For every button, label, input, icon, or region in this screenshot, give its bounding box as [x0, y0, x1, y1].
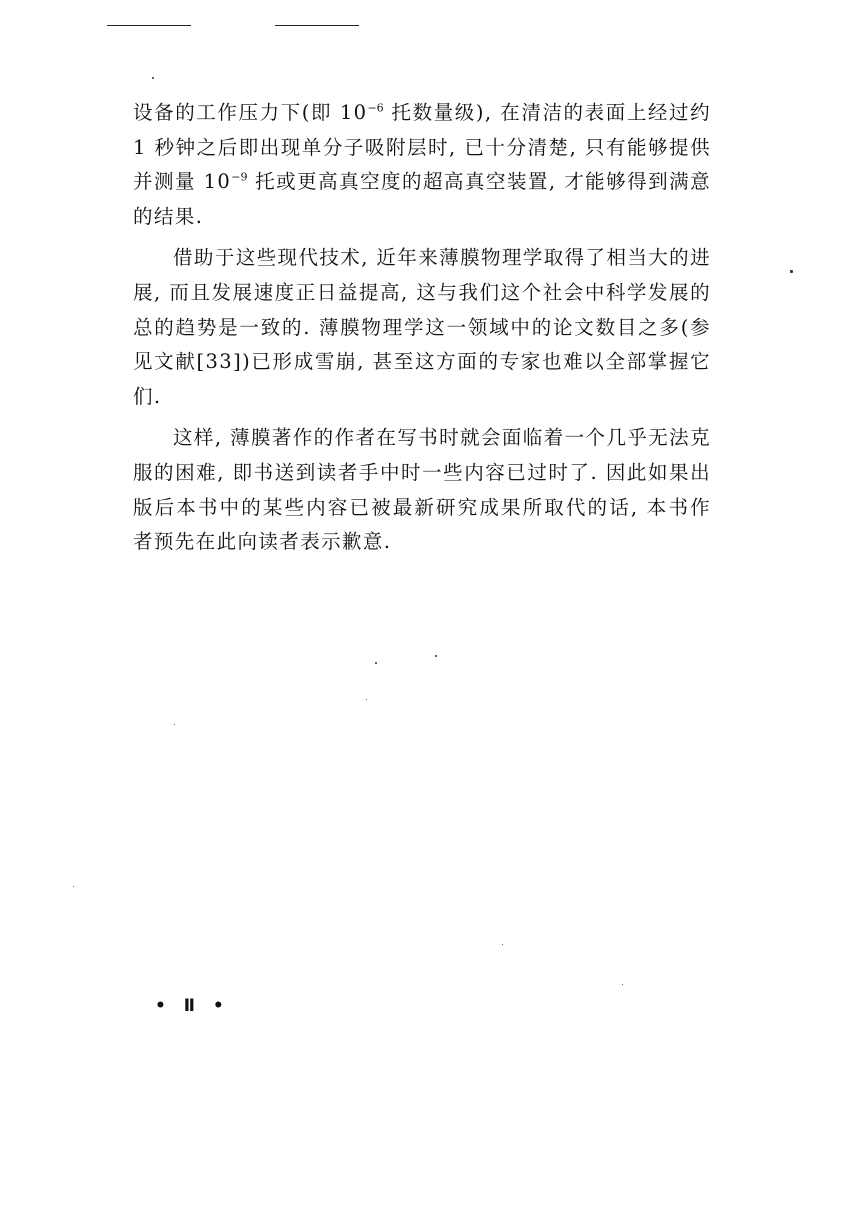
paragraph-3: 这样, 薄膜著作的作者在写书时就会面临着一个几乎无法克服的困难, 即书送到读者手中时一些内容已过时了. 因此如果出版后本书中的某些内容已被最新研究成果所取代的话, 本书作者预先在此向读者表示歉意. — [133, 426, 711, 554]
paragraph-1-part-1: 设备的工作压力下(即 10 — [133, 101, 368, 124]
scan-speck — [375, 662, 377, 664]
page-number: • Ⅱ • — [155, 996, 230, 1016]
exponent-1: −6 — [367, 101, 384, 115]
paragraph-1 — [133, 96, 711, 234]
scan-speck — [152, 77, 154, 79]
body-text — [133, 96, 711, 567]
scan-speck — [622, 984, 623, 985]
scan-speck — [73, 886, 74, 887]
scan-speck — [435, 655, 437, 657]
paragraph-1-part-2: 托数量级), 在清洁的表面上经过约 1 秒钟之后即出现单分子吸附层时, 已十分清楚, 只有能够提供并测量 10 — [133, 101, 712, 194]
scan-speck — [790, 270, 793, 273]
scan-speck — [366, 699, 367, 700]
scan-speck — [502, 944, 503, 945]
exponent-2: −9 — [231, 170, 248, 184]
paragraph-1-part-3: 托或更高真空度的超高真空装置, 才能够得到满意的结果. — [133, 170, 711, 228]
scan-speck — [174, 724, 175, 725]
header-rule-left — [107, 25, 191, 26]
header-rule-right — [275, 25, 359, 26]
paragraph-2: 借助于这些现代技术, 近年来薄膜物理学取得了相当大的进展, 而且发展速度正日益提高, 这与我们这个社会中科学发展的总的趋势是一致的. 薄膜物理学这一领域中的论文数目之多(参见文献[33])已形成雪崩, 甚至这方面的专家也难以全部掌握它们. — [133, 246, 711, 408]
